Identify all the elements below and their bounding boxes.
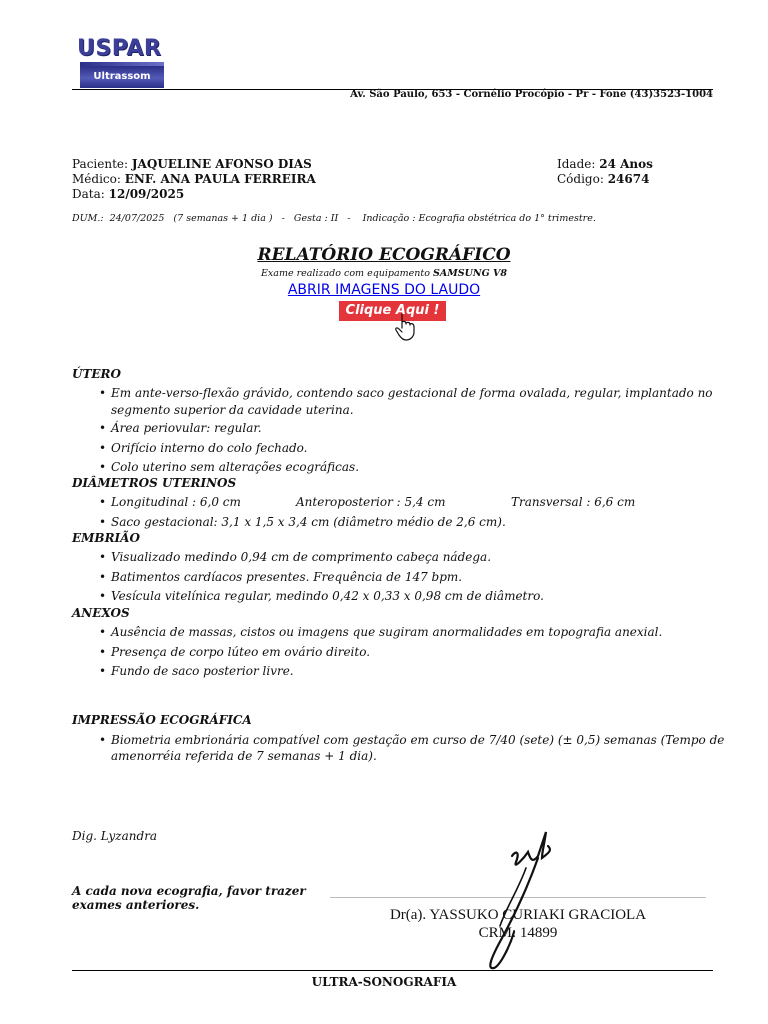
signer-crm: CRM: 14899 (478, 925, 558, 941)
diameter-longitudinal: Longitudinal : 6,0 cm (111, 495, 241, 509)
diameter-anteroposterior: Anteroposterior : 5,4 cm (296, 495, 446, 509)
bring-previous-exams-note (72, 884, 332, 912)
utero-item-3: Orifício interno do colo fechado. (111, 441, 308, 455)
utero-item-1-cont: segmento superior da cavidade uterina. (111, 403, 354, 417)
utero-item-4: Colo uterino sem alterações ecográficas. (111, 460, 360, 474)
anexos-item-3: Fundo de saco posterior livre. (111, 664, 294, 678)
exam-date: 12/09/2025 (108, 187, 185, 201)
logo-subtitle: Ultrassom (80, 66, 164, 88)
anexos-item-1: Ausência de massas, cistos ou imagens que sugiram anormalidades em topografia anexial. (111, 625, 663, 639)
equipment-name: SAMSUNG V8 (433, 268, 507, 279)
section-diametros-title: DIÂMETROS UTERINOS (72, 476, 237, 490)
section-embriao-title: EMBRIÃO (72, 531, 140, 545)
anexos-item-2: Presença de corpo lúteo em ovário direito. (111, 645, 371, 659)
embriao-item-1: Visualizado medindo 0,94 cm de comprimento cabeça nádega. (111, 550, 492, 564)
bullet-dot: • (99, 515, 107, 529)
click-here-button[interactable]: Clique Aqui ! (339, 301, 446, 321)
bullet-dot: • (99, 589, 107, 603)
note-line-2: exames anteriores. (72, 898, 200, 912)
open-images-link[interactable]: ABRIR IMAGENS DO LAUDO (287, 282, 481, 298)
bullet-dot: • (99, 460, 107, 474)
bullet-dot: • (99, 495, 107, 509)
bullet-dot: • (99, 441, 107, 455)
exam-equipment-line (0, 268, 768, 279)
bullet-dot: • (99, 386, 107, 400)
bullet-dot: • (99, 421, 107, 435)
doctor-row (72, 172, 316, 187)
uspar-logo (77, 36, 167, 88)
patient-row (72, 157, 312, 172)
embriao-item-3: Vesícula vitelínica regular, medindo 0,42 x 0,33 x 0,98 cm de diâmetro. (111, 589, 544, 603)
impressao-line-2: amenorréia referida de 7 semanas + 1 dia). (111, 749, 377, 763)
gestational-sac: Saco gestacional: 3,1 x 1,5 x 3,4 cm (diâmetro médio de 2,6 cm). (111, 515, 506, 529)
doctor-label: Médico: (72, 172, 121, 186)
footer-title: ULTRA-SONOGRAFIA (311, 975, 457, 989)
exam-prefix: Exame realizado com equipamento (261, 268, 430, 279)
patient-label: Paciente: (72, 157, 129, 171)
patient-age: 24 Anos (599, 157, 653, 171)
section-utero-title: ÚTERO (72, 367, 121, 381)
doctor-name: ENF. ANA PAULA FERREIRA (124, 172, 316, 186)
section-impressao-title: IMPRESSÃO ECOGRÁFICA (72, 713, 252, 727)
diameter-transversal: Transversal : 6,6 cm (511, 495, 636, 509)
typist-credit: Dig. Lyzandra (72, 829, 158, 843)
pointing-hand-icon (394, 312, 418, 346)
bullet-dot: • (99, 645, 107, 659)
embriao-item-2: Batimentos cardíacos presentes. Frequência de 147 bpm. (111, 570, 463, 584)
clinic-address: Av. São Paulo, 653 - Cornélio Procópio - Pr - Fone (43)3523-1004 (350, 89, 713, 100)
signer-name: Dr(a). YASSUKO CURIAKI GRACIOLA (389, 907, 647, 923)
utero-item-2: Área periovular: regular. (111, 421, 262, 435)
dum-line: DUM.: 24/07/2025 (7 semanas + 1 dia ) - Gesta : II - Indicação : Ecografia obstétrica do 1° trimestre. (72, 213, 596, 224)
age-row (557, 157, 653, 172)
utero-item-1: Em ante-verso-flexão grávido, contendo saco gestacional de forma ovalada, regular, implantado no (111, 386, 713, 400)
bullet-dot: • (99, 733, 107, 747)
bullet-dot: • (99, 664, 107, 678)
impressao-line-1: Biometria embrionária compatível com gestação em curso de 7/40 (sete) (± 0,5) semanas (Tempo de (111, 733, 725, 747)
patient-code: 24674 (607, 172, 650, 186)
logo-wordmark: USPAR (77, 36, 162, 61)
code-label: Código: (557, 172, 604, 186)
bullet-dot: • (99, 570, 107, 584)
section-anexos-title: ANEXOS (72, 606, 130, 620)
handwritten-signature (480, 828, 560, 977)
code-row (557, 172, 649, 187)
date-label: Data: (72, 187, 105, 201)
bullet-dot: • (99, 550, 107, 564)
bullet-dot: • (99, 625, 107, 639)
patient-name: JAQUELINE AFONSO DIAS (131, 157, 312, 171)
footer-divider (72, 970, 713, 971)
age-label: Idade: (557, 157, 596, 171)
date-row (72, 187, 184, 202)
report-title: RELATÓRIO ECOGRÁFICO (257, 245, 511, 265)
note-line-1: A cada nova ecografia, favor trazer (72, 884, 306, 898)
